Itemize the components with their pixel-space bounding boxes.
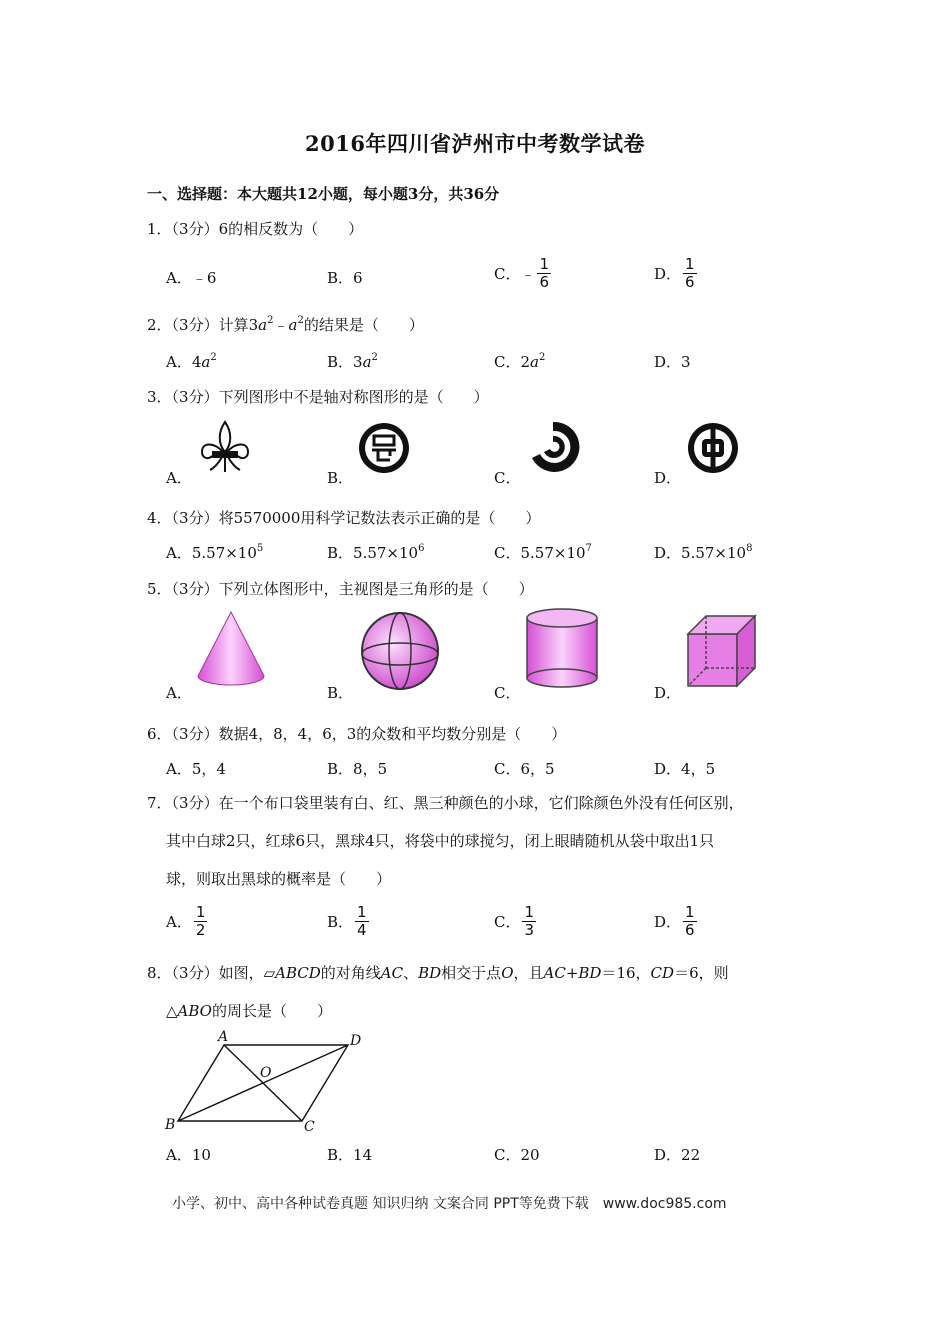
q1-option-a: A．﹣6 [166, 269, 217, 287]
vertex-o-label: O [260, 1065, 272, 1081]
q5-option-a: A． [166, 684, 192, 702]
q7-option-b: B． $\frac{1}{4}$ [327, 903, 367, 939]
q2-option-c: C．$2a^2$ [494, 352, 546, 371]
q7-option-c: C． $\frac{1}{3}$ [494, 903, 535, 939]
q1-option-c: C．﹣ $\frac{1}{6}$ [494, 255, 550, 291]
question-4-stem: 4．（3分）将5570000用科学记数法表示正确的是（ ） [147, 509, 541, 527]
q3-option-b: B． [327, 469, 354, 487]
q7-option-a: A． $\frac{1}{2}$ [166, 903, 206, 939]
q4-option-a: A．$5.57\times 10^5$ [166, 543, 264, 562]
q6-option-b: B．8，5 [327, 760, 388, 778]
q2-option-b: B．$3a^2$ [327, 352, 378, 371]
q4-option-d: D．$5.57\times 10^8$ [654, 543, 753, 562]
q1-option-b: B．6 [327, 269, 363, 287]
q7-option-d: D． $\frac{1}{6}$ [654, 903, 695, 939]
q1-c-fraction: $\frac{1}{6}$ [539, 255, 550, 291]
q6-option-a: A．5，4 [166, 760, 226, 778]
q2-option-d: D．3 [654, 353, 691, 371]
vertex-b-label: B [165, 1117, 176, 1133]
question-2-stem: 2．（3分）计算$3a^2﹣a^2$的结果是（ ） [147, 315, 424, 334]
q3-option-c: C． [494, 469, 521, 487]
cone-icon [198, 612, 264, 685]
question-6-stem: 6．（3分）数据4，8，4，6，3的众数和平均数分别是（ ） [147, 725, 567, 743]
q3-option-d: D． [654, 469, 682, 487]
q5-option-b: B． [327, 684, 354, 702]
q3-option-a: A． [166, 469, 192, 487]
vertex-a-label: A [218, 1029, 229, 1045]
question-8-line2: △ABO的周长是（ ） [166, 1002, 332, 1020]
q1-option-d: D． $\frac{1}{6}$ [654, 255, 695, 291]
q6-option-c: C．6，5 [494, 760, 555, 778]
q8-option-a: A．10 [166, 1146, 211, 1164]
question-7-line2: 其中白球2只，红球6只，黑球4只，将袋中的球搅匀，闭上眼睛随机从袋中取出1只 [166, 832, 715, 850]
cylinder-icon [527, 609, 597, 687]
section-heading: 一、选择题：本大题共12小题，每小题3分，共36分 [147, 185, 500, 203]
exam-title: 2016年四川省泸州市中考数学试卷 [305, 131, 645, 156]
question-7-line1: 7．（3分）在一个布口袋里装有白、红、黑三种颜色的小球，它们除颜色外没有任何区别， [147, 794, 744, 812]
sphere-icon [362, 613, 438, 689]
q8-option-c: C．20 [494, 1146, 540, 1164]
q1-d-fraction: $\frac{1}{6}$ [685, 255, 695, 291]
page-footer: 小学、初中、高中各种试卷真题 知识归纳 文案合同 PPT等免费下载 www.doc985.com [172, 1196, 727, 1212]
q2-option-a: A．$4a^2$ [166, 352, 217, 371]
q5-option-d: D． [654, 684, 682, 702]
q5-option-c: C． [494, 684, 521, 702]
question-5-stem: 5．（3分）下列立体图形中，主视图是三角形的是（ ） [147, 580, 534, 598]
cube-icon [688, 616, 755, 686]
question-7-line3: 球，则取出黑球的概率是（ ） [166, 870, 392, 888]
q4-option-c: C．$5.57\times 10^7$ [494, 543, 592, 562]
question-1-stem: 1．（3分）6的相反数为（ ） [147, 220, 364, 238]
q8-option-b: B．14 [327, 1146, 373, 1164]
question-8-line1: 8．（3分）如图，▱ABCD的对角线AC、BD相交于点O，且AC+BD＝16，CD＝6，则 [147, 964, 729, 982]
vertex-c-label: C [304, 1119, 315, 1135]
parallelogram-diagram [160, 1025, 370, 1135]
vertex-d-label: D [350, 1033, 362, 1049]
q6-option-d: D．4，5 [654, 760, 716, 778]
question-3-stem: 3．（3分）下列图形中不是轴对称图形的是（ ） [147, 388, 489, 406]
q4-option-b: B．$5.57\times 10^6$ [327, 543, 425, 562]
q8-option-d: D．22 [654, 1146, 701, 1164]
